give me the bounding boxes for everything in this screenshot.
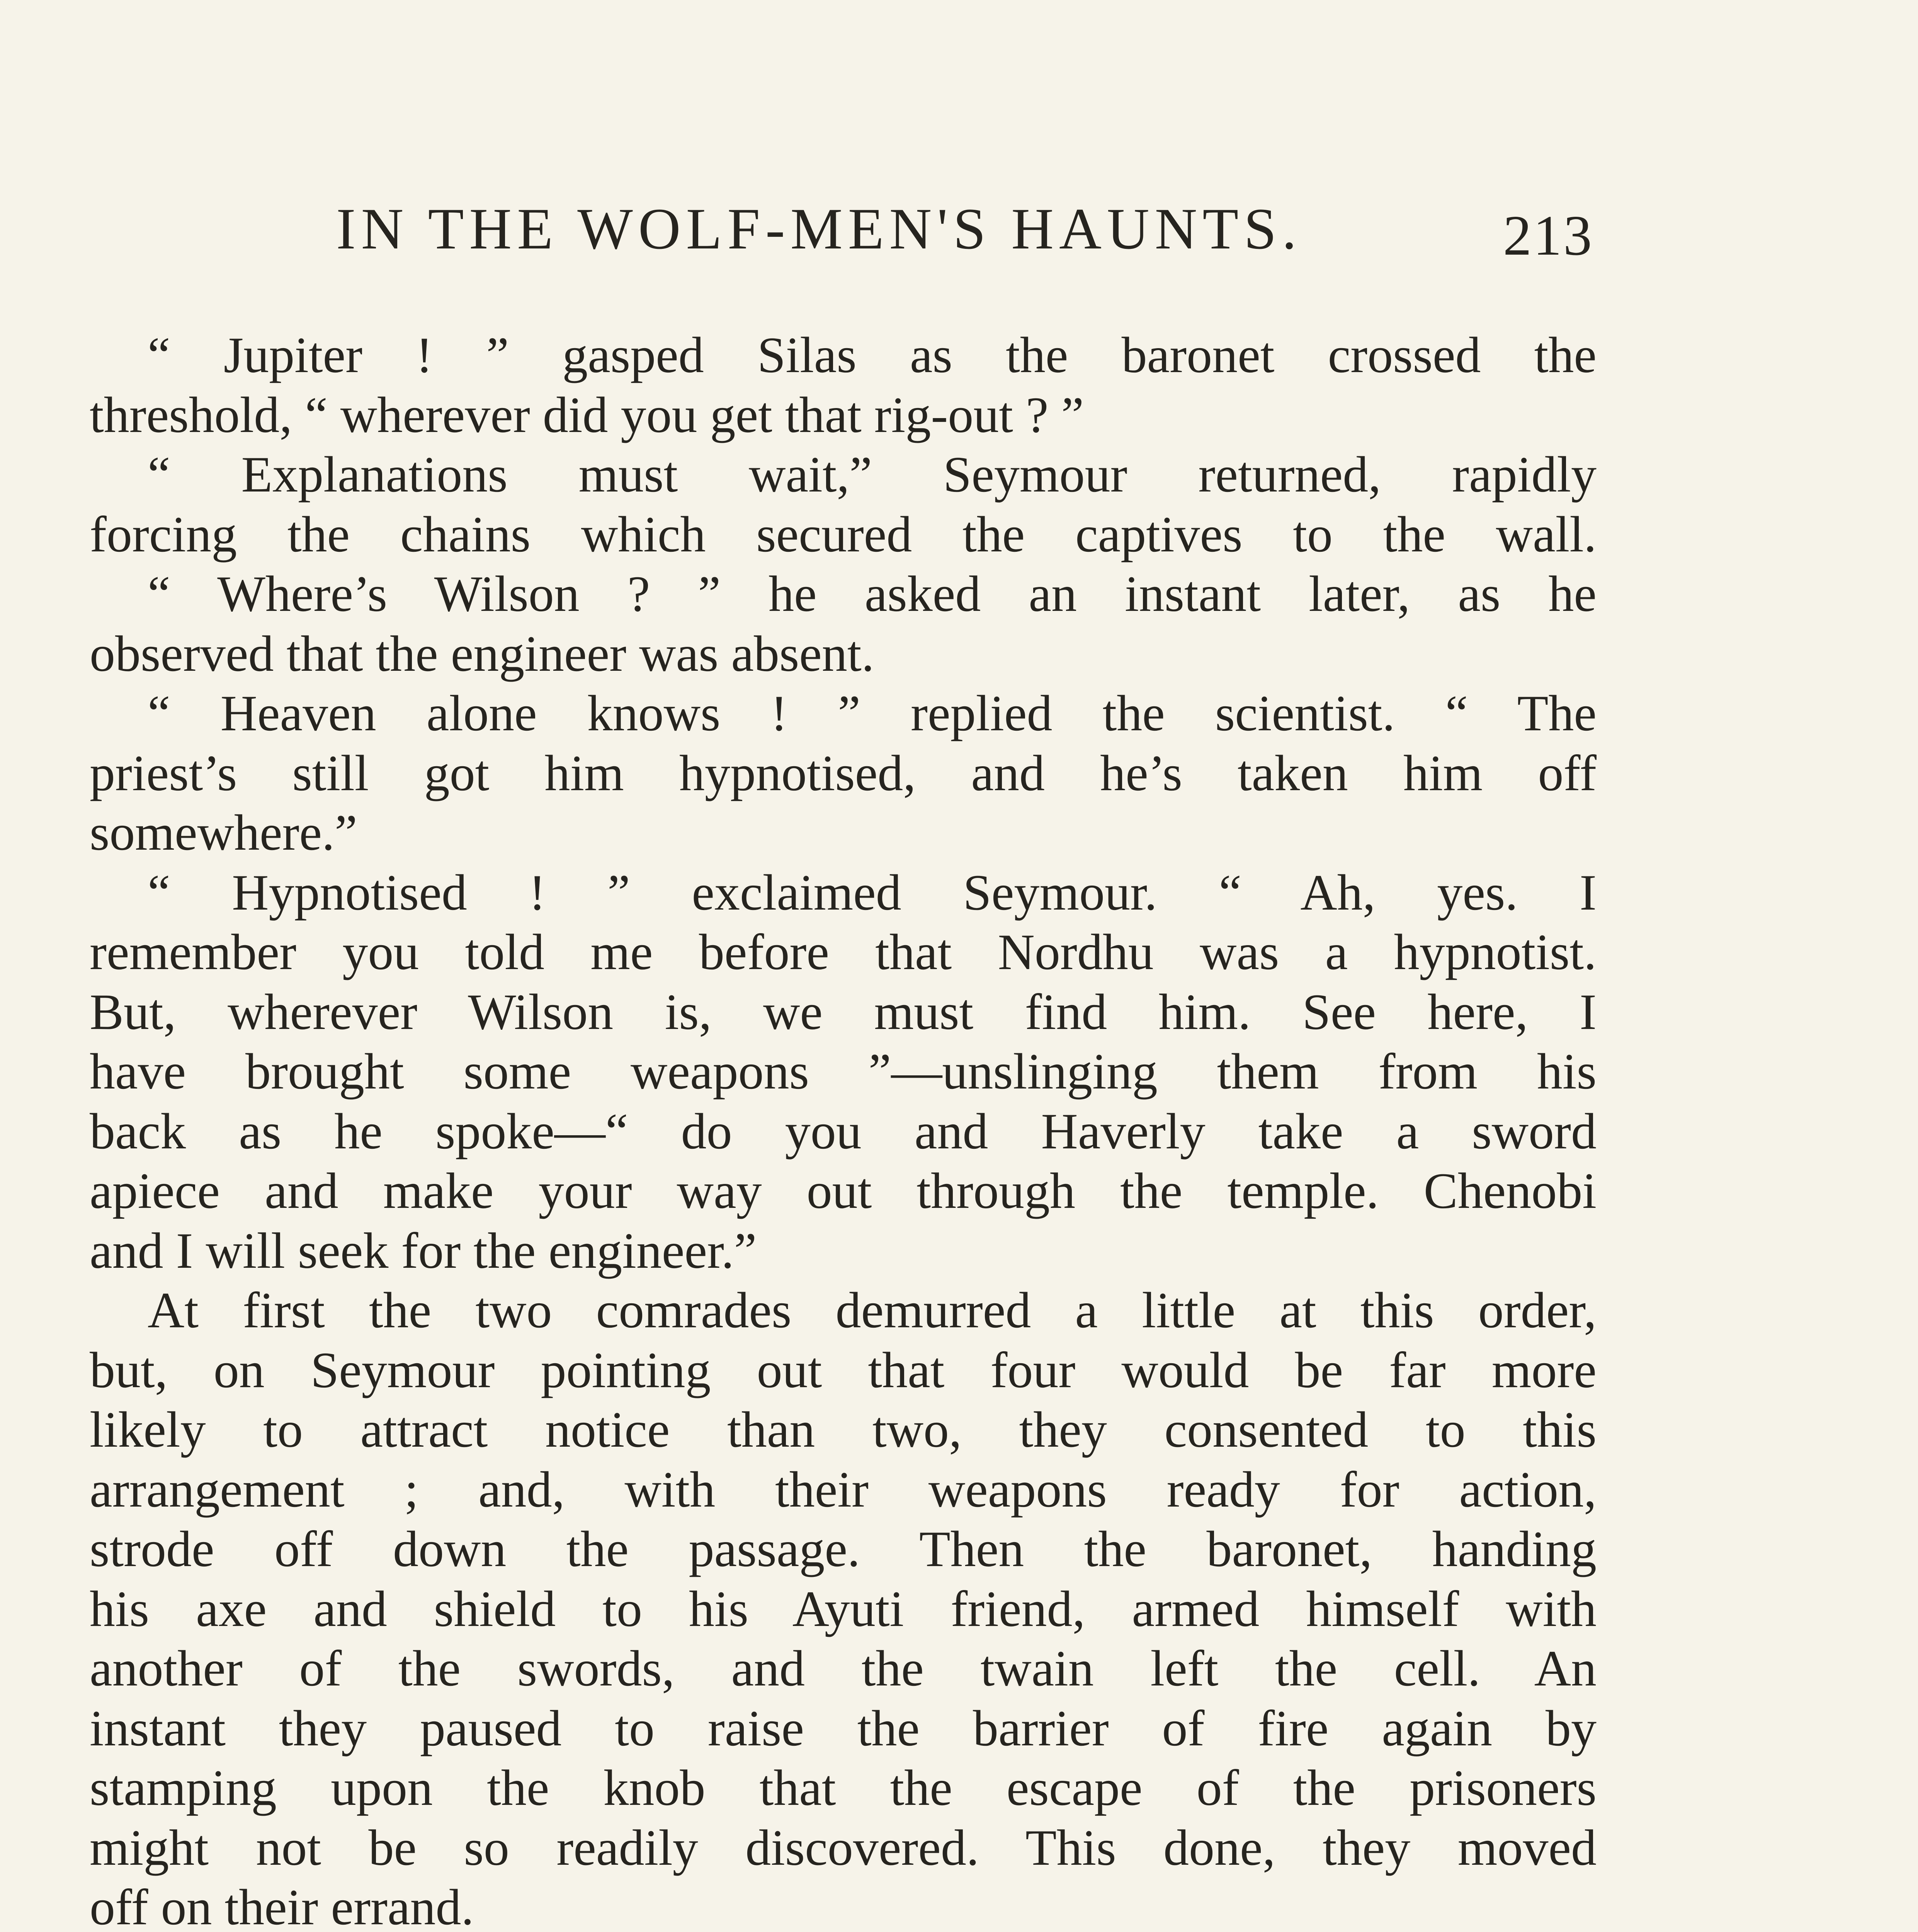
text-line: But, wherever Wilson is, we must find him. See here, I <box>90 983 1597 1040</box>
text-line: might not be so readily discovered. This done, they moved <box>90 1819 1597 1876</box>
text-line: priest’s still got him hypnotised, and he’s taken him off <box>90 744 1597 801</box>
text-line: “ Explanations must wait,” Seymour returned, rapidly <box>148 446 1597 503</box>
text-line: “ Heaven alone knows ! ” replied the scientist. “ The <box>148 685 1597 742</box>
text-line: remember you told me before that Nordhu was a hypnotist. <box>90 923 1597 980</box>
text-line: off on their errand. <box>90 1879 474 1932</box>
text-line: forcing the chains which secured the captives to the wall. <box>90 505 1597 563</box>
text-line: likely to attract notice than two, they consented to this <box>90 1401 1597 1458</box>
text-line: observed that the engineer was absent. <box>90 625 874 682</box>
text-line: At first the two comrades demurred a little at this order, <box>148 1282 1597 1338</box>
text-line: somewhere.” <box>90 804 357 861</box>
text-line: strode off down the passage. Then the baronet, handing <box>90 1520 1597 1577</box>
text-line: arrangement ; and, with their weapons ready for action, <box>90 1461 1597 1518</box>
text-line: stamping upon the knob that the escape of the prisoners <box>90 1759 1597 1816</box>
text-line: his axe and shield to his Ayuti friend, armed himself with <box>90 1580 1597 1637</box>
text-line: apiece and make your way out through the temple. Chenobi <box>90 1162 1597 1219</box>
text-line: another of the swords, and the twain left the cell. An <box>90 1640 1597 1697</box>
text-line: and I will seek for the engineer.” <box>90 1222 757 1279</box>
text-line: but, on Seymour pointing out that four would be far more <box>90 1341 1597 1398</box>
text-line: “ Where’s Wilson ? ” he asked an instant later, as he <box>148 565 1597 622</box>
text-line: “ Jupiter ! ” gasped Silas as the baronet crossed the <box>148 327 1597 383</box>
text-line: instant they paused to raise the barrier of fire again by <box>90 1699 1597 1757</box>
text-line: threshold, “ wherever did you get that rig-out ? ” <box>90 386 1084 443</box>
body-text <box>90 325 1597 1932</box>
text-line: “ Hypnotised ! ” exclaimed Seymour. “ Ah, yes. I <box>148 864 1597 921</box>
text-line: back as he spoke—“ do you and Haverly take a sword <box>90 1102 1597 1160</box>
text-line: have brought some weapons ”—unslinging them from his <box>90 1043 1597 1100</box>
running-title: IN THE WOLF-MEN'S HAUNTS. <box>336 196 1302 261</box>
page-number: 213 <box>1503 204 1593 267</box>
